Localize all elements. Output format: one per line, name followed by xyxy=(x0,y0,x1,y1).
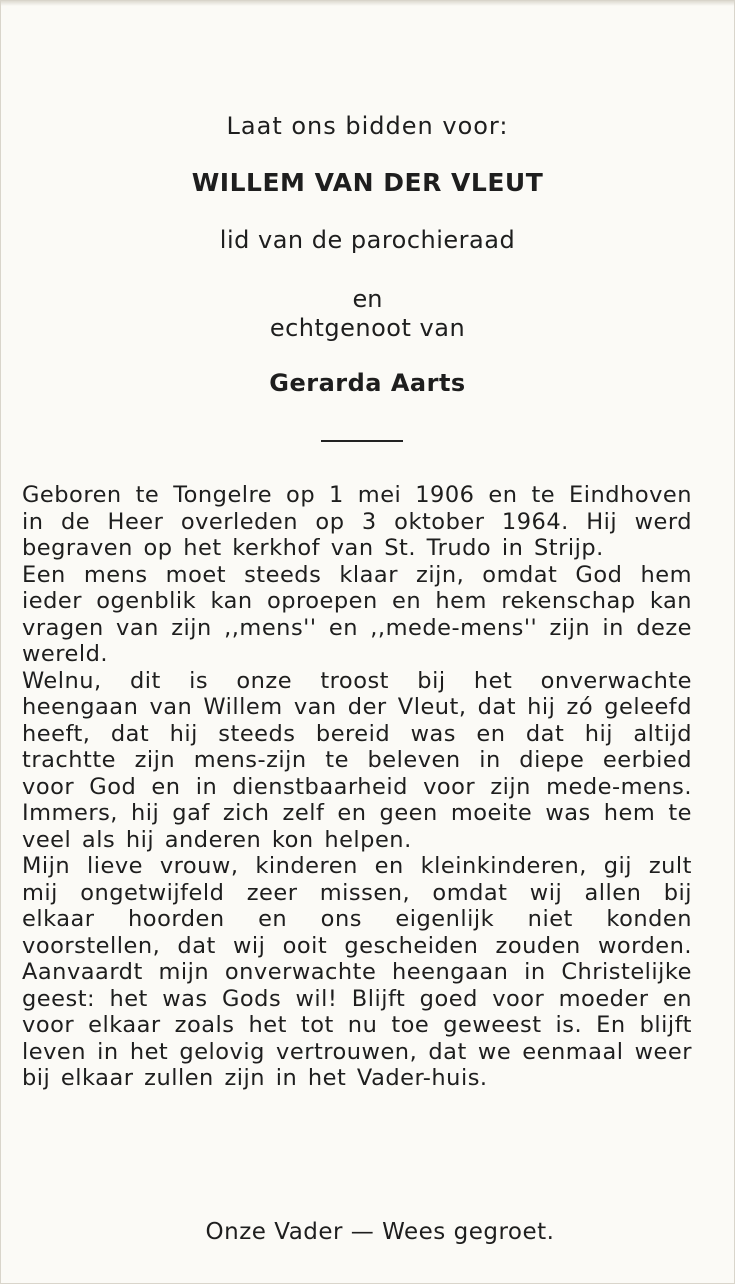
paragraph-consolation: Welnu, dit is onze troost bij het onverwachte heengaan van Willem van der Vleut, dat hij zó geleefd heeft, dat hij steeds bereid was en dat hij altijd trachtte zijn mens-zijn te beleven in diepe eerbied voor God en in dienstbaarheid voor zijn mede-mens. Immers, hij gaf zich zelf en geen moeite was hem te veel als hij anderen kon helpen. xyxy=(22,667,692,853)
paragraph-birth-death: Geboren te Tongelre op 1 mei 1906 en te Eindhoven in de Heer overleden op 3 oktober 1964. Hij werd begraven op het kerkhof van St. Trudo in Strijp. xyxy=(22,482,692,561)
divider-rule xyxy=(321,440,403,442)
spouse-name: Gerarda Aarts xyxy=(269,369,466,397)
card-edge-shadow xyxy=(0,0,735,6)
paragraph-readiness: Een mens moet steeds klaar zijn, omdat God hem ieder ogenblik kan oproepen en hem rekenschap kan vragen van zijn ,,mens'' en ,,mede-mens'' zijn in deze wereld. xyxy=(22,561,692,667)
memorial-text xyxy=(22,482,692,1092)
conjunction-line: en xyxy=(352,285,383,313)
deceased-name: WILLEM VAN DER VLEUT xyxy=(191,168,544,197)
intro-line: Laat ons bidden voor: xyxy=(226,112,509,140)
deceased-role: lid van de parochieraad xyxy=(219,226,516,254)
spouse-prefix: echtgenoot van xyxy=(269,314,466,342)
closing-prayer: Onze Vader — Wees gegroet. xyxy=(205,1219,555,1245)
paragraph-farewell: Mijn lieve vrouw, kinderen en kleinkinderen, gij zult mij ongetwijfeld zeer missen, omdat wij allen bij elkaar hoorden en ons eigenlijk niet konden voorstellen, dat wij ooit gescheiden zouden worden. Aanvaardt mijn onverwachte heengaan in Christelijke geest: het was Gods wil! Blijft goed voor moeder en voor elkaar zoals het tot nu toe geweest is. En blijft leven in het gelovig vertrouwen, dat we eenmaal weer bij elkaar zullen zijn in het Vader-huis. xyxy=(22,853,692,1091)
